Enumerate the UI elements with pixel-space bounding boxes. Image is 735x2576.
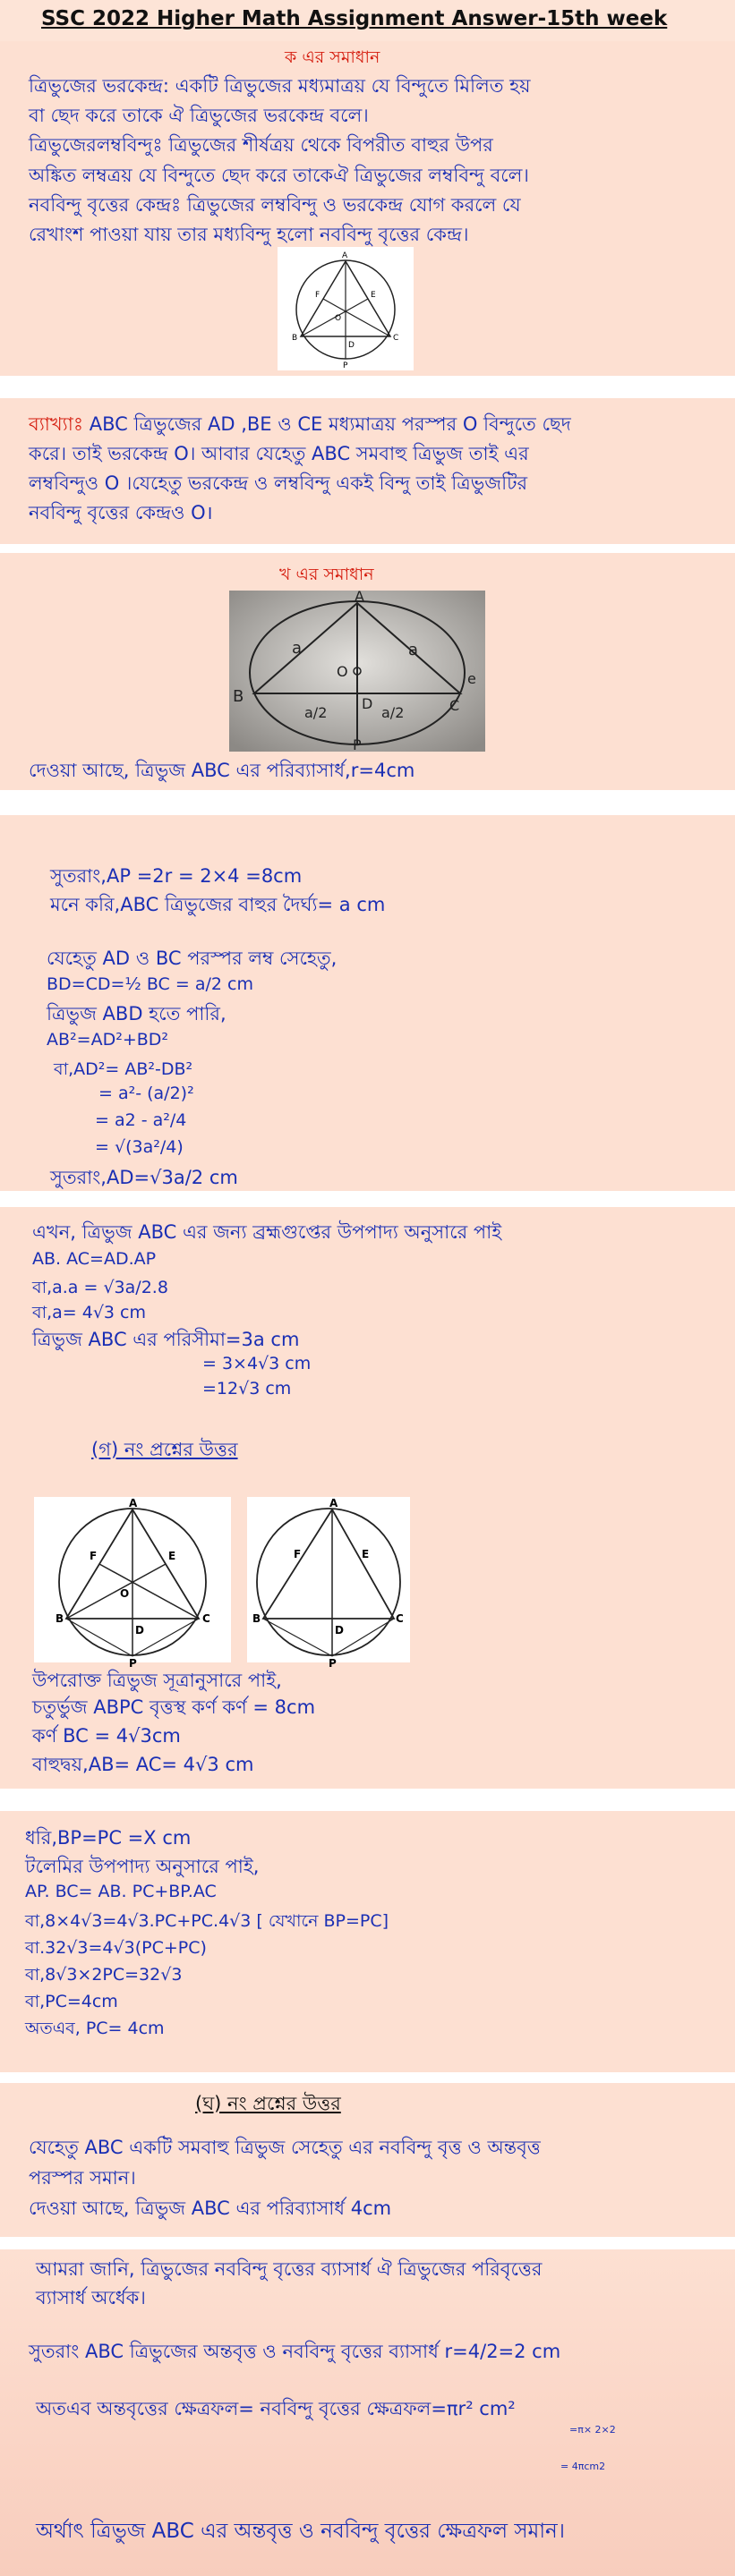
- area-small-line: = 4πcm2: [560, 2461, 606, 2472]
- solution-line: অতএব, PC= 4cm: [25, 2019, 165, 2038]
- label-c: C: [449, 697, 460, 714]
- known-line: আমরা জানি, ত্রিভুজের নববিন্দু বৃত্তের ব্যাসার্ধ ঐ ত্রিভুজের পরিবৃত্তের: [36, 2258, 543, 2280]
- explanation-line: ব্যাখ্যাঃ ABC ত্রিভুজের AD ,BE ও CE মধ্যমাত্রয় পরস্পর O বিন্দুতে ছেদ: [29, 413, 571, 435]
- part-a-line: ত্রিভুজেরলম্ববিন্দুঃ ত্রিভুজের শীর্ষত্রয় থেকে বিপরীত বাহুর উপর: [29, 134, 493, 156]
- label-e: E: [168, 1550, 176, 1562]
- solution-line: বা,8×4√3=4√3.PC+PC.4√3 [ যেখানে BP=PC]: [25, 1911, 389, 1931]
- part-d-line: দেওয়া আছে, ত্রিভুজ ABC এর পরিব্যাসার্ধ 4cm: [29, 2198, 392, 2219]
- label-d: D: [348, 341, 355, 350]
- part-b-heading: খ এর সমাধান: [279, 565, 374, 584]
- label-a: A: [342, 251, 348, 260]
- label-b: B: [252, 1612, 261, 1625]
- part-a-line: ত্রিভুজের ভরকেন্দ্র: একটি ত্রিভুজের মধ্যমাত্রয় যে বিন্দুতে মিলিত হয়: [29, 75, 531, 97]
- ptolemy-line: =12√3 cm: [202, 1379, 292, 1399]
- label-p: P: [353, 736, 362, 753]
- explanation-line: নববিন্দু বৃত্তের কেন্দ্রও O।: [29, 502, 213, 523]
- label-d: D: [362, 695, 373, 712]
- separator: [0, 1191, 735, 1207]
- label-b: B: [292, 334, 298, 343]
- triangle-figure-c2: [247, 1497, 410, 1670]
- ptolemy-line: ত্রিভুজ ABC এর পরিসীমা=3a cm: [32, 1329, 300, 1350]
- step-line: BD=CD=½ BC = a/2 cm: [47, 974, 253, 994]
- part-a-line: নববিন্দু বৃত্তের কেন্দ্রঃ ত্রিভুজের লম্ববিন্দু ও ভরকেন্দ্র যোগ করলে যে: [29, 194, 521, 216]
- conclusion-line: অর্থাৎ ত্রিভুজ ABC এর অন্তবৃত্ত ও নববিন্দু বৃত্তের ক্ষেত্রফল সমান।: [36, 2520, 565, 2543]
- solution-line: ধরি,BP=PC =X cm: [25, 1827, 192, 1849]
- explanation-line: করে। তাই ভরকেন্দ্র O। আবার যেহেতু ABC সমবাহু ত্রিভুজ তাই এর: [29, 443, 529, 464]
- label-b: B: [233, 687, 244, 706]
- label-e: E: [362, 1548, 370, 1560]
- part-c-line: উপরোক্ত ত্রিভুজ সূত্রানুসারে পাই,: [32, 1670, 282, 1691]
- part-a-line: বা ছেদ করে তাকে ঐ ত্রিভুজের ভরকেন্দ্র বলে।: [29, 105, 369, 126]
- triangle-figure-a: [278, 247, 414, 370]
- step-line: = √(3a²/4): [95, 1137, 184, 1157]
- radius-line: সুতরাং ABC ত্রিভুজের অন্তবৃত্ত ও নববিন্দু বৃত্তের ব্যাসার্ধ r=4/2=2 cm: [29, 2341, 561, 2362]
- label-a-left: a: [292, 639, 303, 658]
- label-o: O: [337, 663, 348, 680]
- area-small-line: =π× 2×2: [569, 2424, 616, 2436]
- label-d: D: [335, 1624, 344, 1637]
- step-line: বা,AD²= AB²-DB²: [54, 1059, 193, 1079]
- explanation-line: লম্ববিন্দুও O ।যেহেতু ভরকেন্দ্র ও লম্ববিন্দু একই বিন্দু তাই ত্রিভুজটির: [29, 472, 528, 494]
- page-title: SSC 2022 Higher Math Assignment Answer-15th week: [41, 7, 668, 30]
- label-p: P: [343, 361, 348, 370]
- label-c: C: [202, 1612, 210, 1625]
- label-d: D: [135, 1624, 144, 1637]
- label-a: A: [329, 1497, 338, 1509]
- ptolemy-line: বা,a= 4√3 cm: [32, 1303, 147, 1322]
- part-c-line: চতুর্ভুজ ABPC বৃত্তস্থ কর্ণ কর্ণ = 8cm: [32, 1696, 316, 1718]
- separator: [0, 790, 735, 815]
- separator: [0, 2237, 735, 2249]
- step-line: ত্রিভুজ ABD হতে পারি,: [47, 1003, 226, 1024]
- separator: [0, 1789, 735, 1811]
- label-b: B: [56, 1612, 64, 1625]
- label-a: A: [355, 588, 364, 605]
- label-p: P: [129, 1657, 137, 1670]
- label-c: C: [393, 334, 399, 343]
- label-a: A: [129, 1497, 138, 1509]
- ptolemy-line: এখন, ত্রিভুজ ABC এর জন্য ব্রহ্মগুপ্তের উপপাদ্য অনুসারে পাই: [32, 1221, 502, 1243]
- separator: [0, 376, 735, 398]
- area-line: অতএব অন্তবৃত্তের ক্ষেত্রফল= নববিন্দু বৃত্তের ক্ষেত্রফল=πr² cm²: [36, 2398, 516, 2419]
- part-a-heading: ক এর সমাধান: [285, 47, 380, 67]
- part-d-line: যেহেতু ABC একটি সমবাহু ত্রিভুজ সেহেতু এর নববিন্দু বৃত্ত ও অন্তবৃত্ত: [29, 2137, 541, 2158]
- step-line: = a²- (a/2)²: [98, 1084, 194, 1103]
- part-a-line: অঙ্কিত লম্বত্রয় যে বিন্দুতে ছেদ করে তাকেঐ ত্রিভুজের লম্ববিন্দু বলে।: [29, 165, 529, 186]
- step-line: সুতরাং,AD=√3a/2 cm: [50, 1167, 238, 1188]
- part-d-heading: (ঘ) নং প্রশ্নের উত্তর: [195, 2093, 341, 2114]
- part-c-line: কর্ণ BC = 4√3cm: [32, 1725, 181, 1747]
- label-e: e: [467, 670, 476, 687]
- step-line: মনে করি,ABC ত্রিভুজের বাহুর দৈর্ঘ্য= a cm: [50, 894, 386, 915]
- part-c-heading: (গ) নং প্রশ্নের উত্তর: [91, 1439, 238, 1460]
- label-half-right: a/2: [381, 704, 405, 721]
- step-line: সুতরাং,AP =2r = 2×4 =8cm: [50, 865, 303, 887]
- photo-triangle-figure: [229, 588, 485, 753]
- part-c-line: বাহুদ্বয়,AB= AC= 4√3 cm: [32, 1754, 254, 1775]
- step-line: যেহেতু AD ও BC পরস্পর লম্ব সেহেতু,: [47, 948, 338, 969]
- label-a-right: a: [408, 641, 419, 659]
- triangle-figure-c1: [34, 1497, 231, 1670]
- step-line: AB²=AD²+BD²: [47, 1030, 169, 1050]
- solution-line: বা,PC=4cm: [25, 1992, 118, 2011]
- solution-line: বা,8√3×2PC=32√3: [25, 1965, 183, 1985]
- label-e: E: [371, 291, 376, 300]
- separator: [0, 544, 735, 553]
- solution-line: AP. BC= AB. PC+BP.AC: [25, 1882, 217, 1901]
- ptolemy-line: বা,a.a = √3a/2.8: [32, 1278, 168, 1297]
- label-f: F: [315, 291, 320, 300]
- label-c: C: [396, 1612, 404, 1625]
- label-p: P: [329, 1657, 337, 1670]
- separator: [0, 2072, 735, 2083]
- solution-line: টলেমির উপপাদ্য অনুসারে পাই,: [25, 1856, 260, 1877]
- given-line: দেওয়া আছে, ত্রিভুজ ABC এর পরিব্যাসার্ধ,r=4cm: [29, 760, 415, 781]
- ptolemy-line: = 3×4√3 cm: [202, 1354, 312, 1373]
- step-line: = a2 - a²/4: [95, 1110, 187, 1130]
- label-f: F: [90, 1550, 98, 1562]
- known-line: ব্যাসার্ধ অর্ধেক।: [36, 2287, 146, 2308]
- part-a-line: রেখাংশ পাওয়া যায় তার মধ্যবিন্দু হলো নববিন্দু বৃত্তের কেন্দ্র।: [29, 224, 469, 245]
- solution-line: বা.32√3=4√3(PC+PC): [25, 1938, 207, 1958]
- ptolemy-line: AB. AC=AD.AP: [32, 1249, 157, 1269]
- label-o: O: [120, 1587, 130, 1600]
- part-d-line: পরস্পর সমান।: [29, 2167, 136, 2189]
- label-half-left: a/2: [304, 704, 328, 721]
- label-f: F: [294, 1548, 302, 1560]
- label-o: O: [335, 314, 342, 323]
